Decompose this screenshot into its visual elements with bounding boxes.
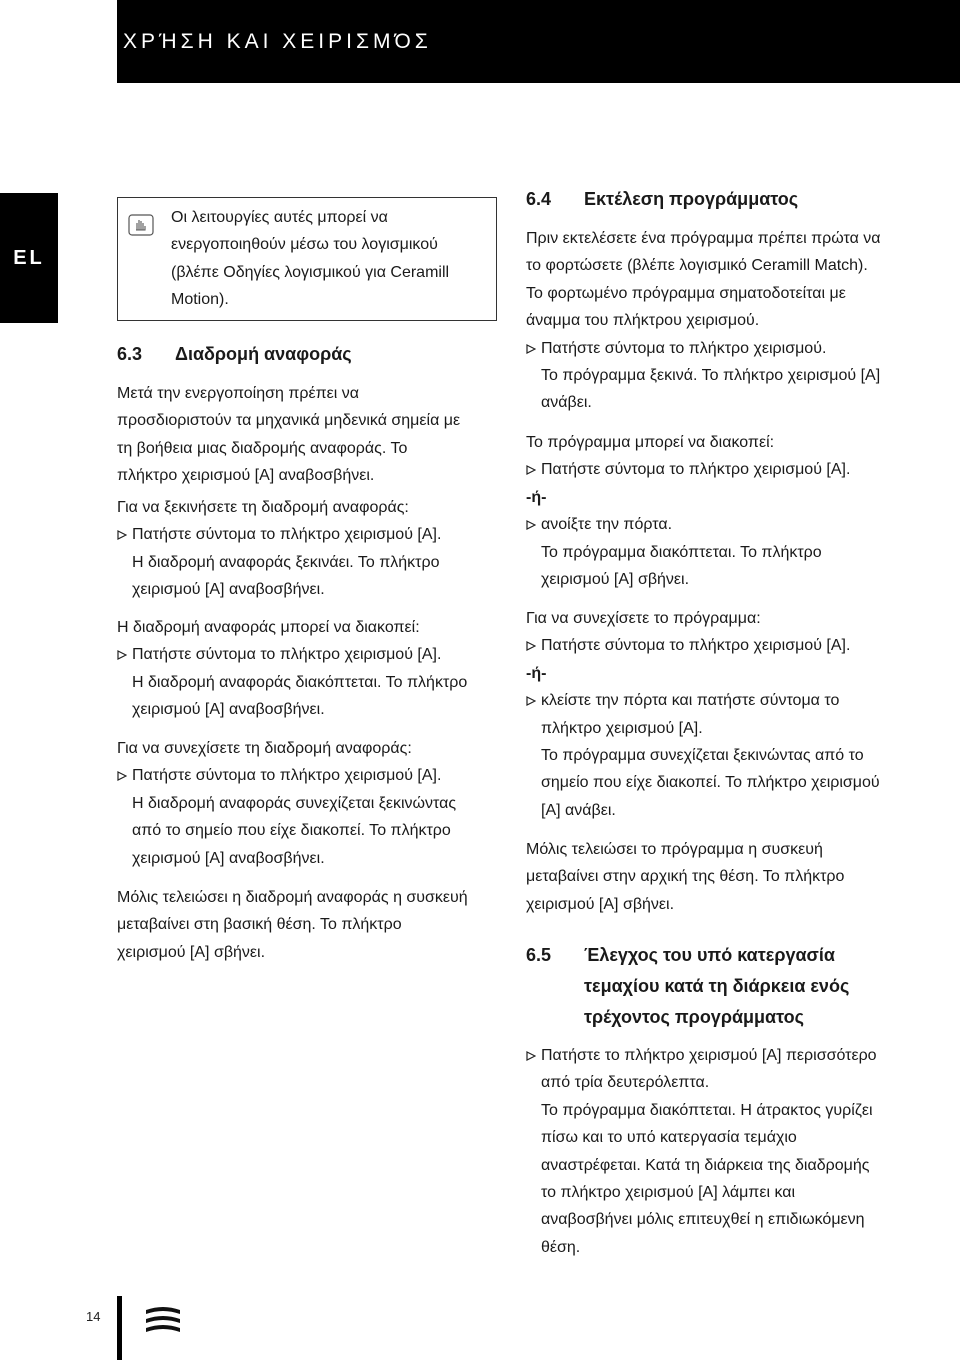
section-6-4 [526,184,914,215]
interrupt-step: Πατήστε σύντομα το πλήκτρο χειρισμού [A]. [526,456,914,483]
continue-block [117,735,503,872]
continue-result: Η διαδρομή αναφοράς συνεχίζεται ξεκινώντας από το σημείο που είχε διακοπεί. Το πλήκτρο χειρισμού [A] αναβοσβήνει. [132,794,457,867]
triangle-right-icon [526,344,536,354]
triangle-right-icon [526,465,536,475]
triangle-right-icon [117,650,127,660]
section-6-4-intro: Πριν εκτελέσετε ένα πρόγραμμα πρέπει πρώτα να το φορτώσετε (βλέπε λογισμικό Ceramill Match). Το φορτωμένο πρόγραμμα σηματοδοτείται με άναμμα του πλήκτρου χειρισμού. Πατήστε σύντομα το πλήκτρο χειρισμού. Το πρόγραμμα ξεκινά. Το πλήκτρο χειρισμού [A] ανάβει. [526,225,914,417]
triangle-right-icon [526,1051,536,1061]
triangle-right-icon [117,771,127,781]
end-block: Μόλις τελειώσει η διαδρομή αναφοράς η συσκευή μεταβαίνει στη βασική θέση. Το πλήκτρο χειρισμού [A] σβήνει. [117,889,468,961]
triangle-right-icon [117,530,127,540]
continue-label: Για να συνεχίσετε τη διαδρομή αναφοράς: [117,740,412,757]
start-step: Πατήστε σύντομα το πλήκτρο χειρισμού [A]. [117,521,503,548]
end-block: Μόλις τελειώσει το πρόγραμμα η συσκευή μεταβαίνει στην αρχική της θέση. Το πλήκτρο χειρισμού [A] σβήνει. [526,841,845,913]
note-box [117,197,497,321]
start-step: Πατήστε σύντομα το πλήκτρο χειρισμού. [526,335,914,362]
interrupt-result: Η διαδρομή αναφοράς διακόπτεται. Το πλήκτρο χειρισμού [A] αναβοσβήνει. [132,673,468,719]
page-number: 14 [86,1309,101,1324]
interrupt-label: Το πρόγραμμα μπορεί να διακοπεί: [526,434,775,451]
interrupt-step: Πατήστε σύντομα το πλήκτρο χειρισμού [A]. [117,641,503,668]
header-bar [117,0,960,83]
interrupt-result: Το πρόγραμμα διακόπτεται. Το πλήκτρο χειρισμού [A] σβήνει. [541,543,822,589]
triangle-right-icon [526,641,536,651]
continue-result: Το πρόγραμμα συνεχίζεται ξεκινώντας από το σημείο που είχε διακοπεί. Το πλήκτρο χειρισμού [A] ανάβει. [541,747,880,819]
interrupt-block [117,614,503,724]
continue-step: Πατήστε σύντομα το πλήκτρο χειρισμού [A]. [117,762,503,789]
door-step: ανοίξτε την πόρτα. [526,511,914,538]
section-6-5-body [526,1042,914,1261]
section-6-5-heading: 6.5 Έλεγχος του υπό κατεργασία τεμαχίου κατά τη διάρκεια ενός τρέχοντος προγράμματος [526,945,850,1027]
continue-block [526,605,914,824]
close-step: κλείστε την πόρτα και πατήστε σύντομα το πλήκτρο χειρισμού [A]. [526,687,914,742]
note-text: Οι λειτουργίες αυτές μπορεί να ενεργοποιηθούν μέσω του λογισμικού (βλέπε Οδηγίες λογισμικού για Ceramill Motion). [171,209,450,309]
or-separator: -ή- [526,488,547,506]
check-result: Το πρόγραμμα διακόπτεται. Η άτρακτος γυρίζει πίσω και το υπό κατεργασία τεμάχιο αναστρέφεται. Κατά τη διάρκεια της διαδρομής το πλήκτρο χειρισμού [A] λάμπει και αναβοσβήνει μόλις επιτευχθεί η επιδιωκόμενη θέση. [541,1101,873,1256]
continue-step: Πατήστε σύντομα το πλήκτρο χειρισμού [A]. [526,632,914,659]
continue-label: Για να συνεχίσετε το πρόγραμμα: [526,610,761,627]
triangle-right-icon [526,520,536,530]
language-tab: EL [0,193,58,323]
interrupt-label: Η διαδρομή αναφοράς μπορεί να διακοπεί: [117,619,420,636]
info-hand-icon [128,214,154,236]
section-6-3 [117,339,503,370]
section-6-4-heading: 6.4 Εκτέλεση προγράμματος [526,189,799,209]
start-label: Για να ξεκινήσετε τη διαδρομή αναφοράς: [117,499,409,516]
section-6-3-intro: Μετά την ενεργοποίηση πρέπει να προσδιοριστούν τα μηχανικά μηδενικά σημεία με τη βοήθεια μιας διαδρομής αναφοράς. Το πλήκτρο χειρισμού [A] αναβοσβήνει. [117,385,461,485]
start-result: Το πρόγραμμα ξεκινά. Το πλήκτρο χειρισμού [A] ανάβει. [541,367,881,412]
header-title: ΧΡΉΣΗ ΚΑΙ ΧΕΙΡΙΣΜΌΣ [123,30,432,53]
start-result: Η διαδρομή αναφοράς ξεκινάει. Το πλήκτρο χειρισμού [A] αναβοσβήνει. [132,553,440,599]
interrupt-block [526,429,914,593]
start-block [117,494,503,604]
check-step: Πατήστε το πλήκτρο χειρισμού [A] περισσότερο από τρία δευτερόλεπτα. [526,1042,914,1097]
section-6-3-heading: 6.3 Διαδρομή αναφοράς [117,344,352,364]
brand-logo-icon [144,1304,182,1338]
section-6-5 [526,940,914,1033]
or-separator: -ή- [526,664,547,682]
triangle-right-icon [526,696,536,706]
footer-rule [117,1296,122,1360]
